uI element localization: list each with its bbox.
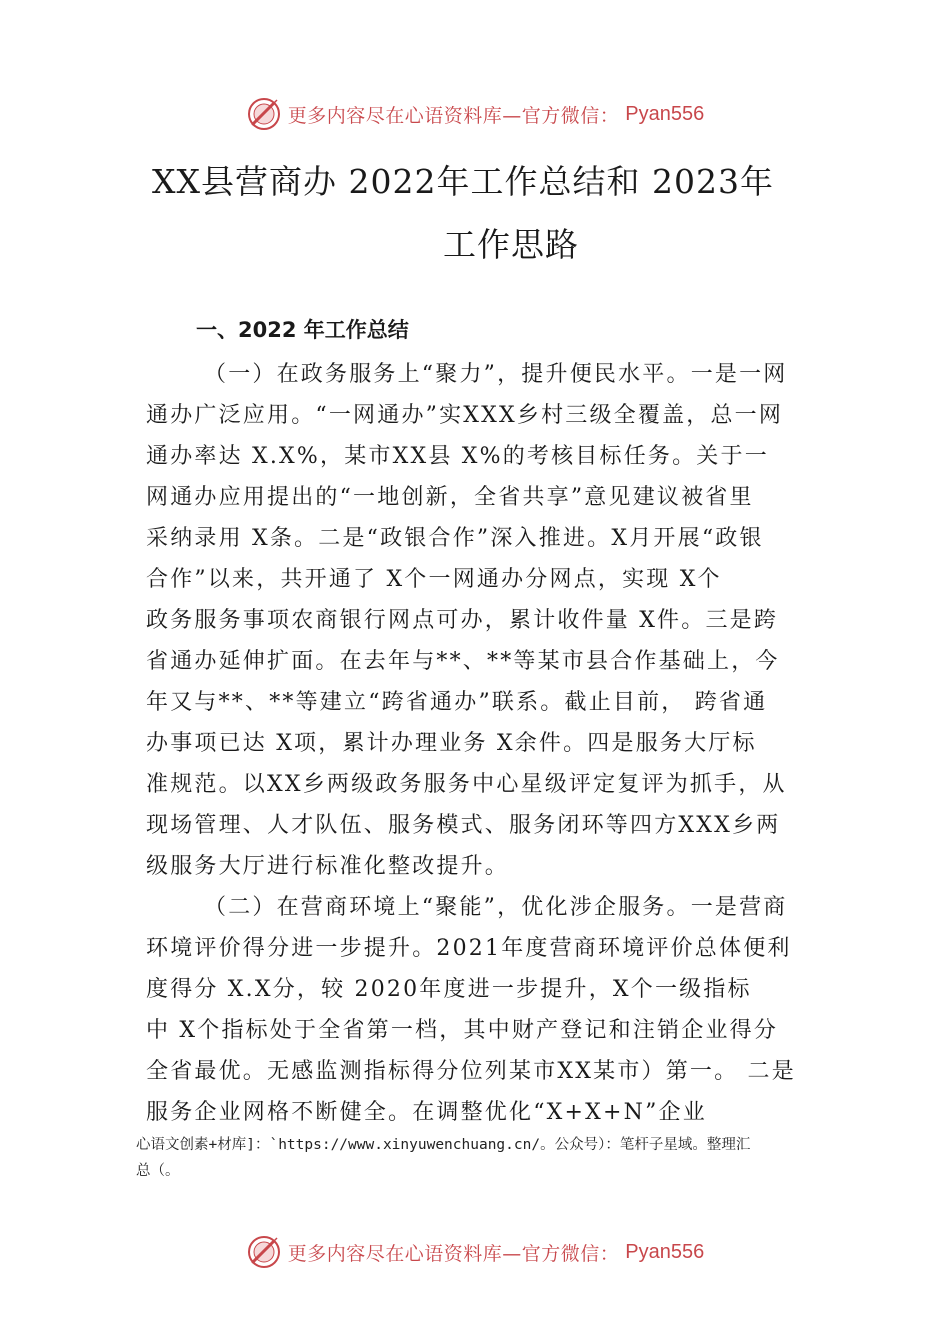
body-line: 省通办延伸扩面。在去年与**、**等某市县合作基础上，今: [146, 649, 780, 674]
body-line: 年又与**、**等建立“跨省通办”联系。截止目前， 跨省通: [146, 690, 768, 715]
body-line: 度得分 X.X分，较 2020年度进一步提升，X个一级指标: [146, 977, 752, 1002]
body-line: 合作”以来，共开通了 X个一网通办分网点，实现 X个: [146, 567, 722, 592]
body-line: 级服务大厅进行标准化整改提升。: [146, 854, 510, 879]
body-line: 办事项已达 X项，累计办理业务 X余件。四是服务大厅标: [146, 731, 757, 756]
body-line: 采纳录用 X条。二是“政银合作”深入推进。X月开展“政银: [146, 526, 764, 551]
body-line: 环境评价得分进一步提升。2021年度营商环境评价总体便利: [146, 936, 792, 961]
watermark-banner-bottom: [0, 1232, 950, 1272]
footnote-line1: 心语文创素+材库]：`https://www.xinyuwenchuang.cn/。公众号）：笔杆子星域。整理汇: [136, 1137, 751, 1153]
footnote-line2: 总（。: [136, 1163, 180, 1179]
watermark-wechat-id: Pyan556: [625, 102, 705, 125]
body-line: 服务企业网格不断健全。在调整优化“X+X+N”企业: [146, 1100, 707, 1125]
body-line: 中 X个指标处于全省第一档，其中财产登记和注销企业得分: [146, 1018, 779, 1043]
body-line: 通办广泛应用。“一网通办”实XXX乡村三级全覆盖，总一网: [146, 403, 784, 428]
brush-logo-icon: [246, 1234, 282, 1270]
brush-logo-icon: [246, 96, 282, 132]
body-line: 现场管理、人才队伍、服务模式、服务闭环等四方XXX乡两: [146, 813, 781, 838]
body-line: （二）在营商环境上“聚能”，优化涉企服务。一是营商: [204, 895, 788, 920]
watermark-text: 更多内容尽在心语资料库—官方微信：: [287, 104, 620, 127]
watermark-text: 更多内容尽在心语资料库—官方微信：: [287, 1242, 620, 1265]
watermark-banner-top: [0, 94, 950, 134]
watermark-wechat-id: Pyan556: [625, 1240, 705, 1263]
body-line: 网通办应用提出的“一地创新，全省共享”意见建议被省里: [146, 485, 754, 510]
document-title-line1: XX县营商办 2022年工作总结和 2023年: [152, 162, 774, 201]
body-line: 通办率达 X.X%，某市XX县 X%的考核目标任务。关于一: [146, 444, 769, 469]
body-line: 准规范。以XX乡两级政务服务中心星级评定复评为抓手，从: [146, 772, 787, 797]
body-line: （一）在政务服务上“聚力”，提升便民水平。一是一网: [204, 362, 788, 387]
body-line: 政务服务事项农商银行网点可办，累计收件量 X件。三是跨: [146, 608, 779, 633]
body-line: 全省最优。无感监测指标得分位列某市XX某市）第一。 二是: [146, 1059, 796, 1084]
section-heading: 一、2022 年工作总结: [196, 318, 409, 342]
document-title-line2: 工作思路: [443, 225, 579, 264]
